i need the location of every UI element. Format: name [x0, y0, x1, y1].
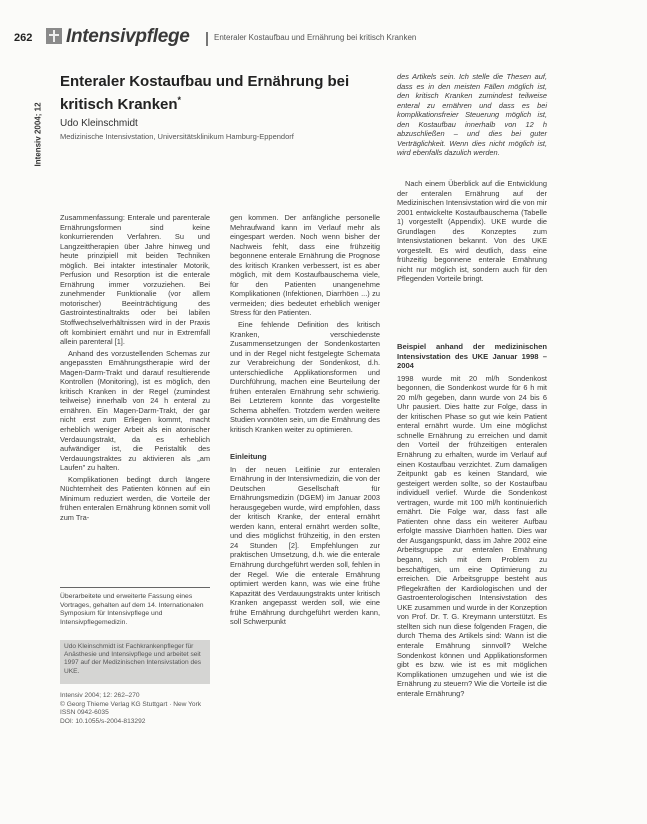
page-number: 262 — [14, 32, 33, 44]
column-3-overview — [397, 179, 547, 286]
body-paragraph: 1998 wurde mit 20 ml/h Sondenkost begonnen, die Sondenkost wurde für 6 h mit 20 ml/h gegeben, dann wurde von 24 bis 6 Uhr pausiert. Dies hatte zur Folge, dass in der kritischen Phase so gut wie kein Patient enteral ernährt wurde. Um eine möglichst schnelle Ernährung zu erreichen und damit den Vorteil der frühzeitigen enteralen Ernährung zu erhalten, wurde im Verlauf auf einen Kostaufbau verzichtet. Zum damaligen Zeitpunkt gab es keinen Standard, wie gesteigert werden sollte, so der Kostaufbau individuell verlief. Wurde die Sondenkost vertragen, wurde mit 100 ml/h kontinuierlich ernährt. Die Folge war, dass fast alle Patienten ohne dass ein weiterer Aufbau erfolgte massive Diarrhöen hatten. Dies war der Ausgangspunkt, dass im Jahre 2002 eine Arbeitsgruppe zur enteralen Ernährung begann, sich mit dem Problem zu beschäftigen, um eine Optimierung zu erreichen. Die Arbeitsgruppe besteht aus Pflegekräften der Kardiologischen und der Gastroenterologischen Intensivstation des UKE zusammen und wurde in der Konzeption von Prof. Dr. T. G. Kreymann unterstützt. Es stellten sich nun diese folgenden Fragen, die durch Thema des Artikels sind: Wann ist die enterale Ernährung sinnvoll? Welche Sondenkost können und Applikationsformen gibt es bzw. wie ist es mit möglichen Komplikationen umzugehen und wie ist die Ernährung zu steuern? Wie die Vorteile ist die enterale Ernährung? — [397, 373, 547, 698]
running-title: Enteraler Kostaufbau und Ernährung bei kritisch Kranken — [214, 33, 417, 42]
column-1 — [60, 213, 210, 525]
footnote: Überarbeitete und erweiterte Fassung eines Vortrages, gehalten auf dem 14. Internationalen Symposium für Intensivpflege und Intensivpflegemedizin. — [60, 593, 204, 626]
publication-doi: DOI: 10.1055/s-2004-813292 — [60, 717, 146, 725]
article-author: Udo Kleinschmidt — [60, 118, 138, 129]
body-paragraph: Komplikationen bedingt durch längere Nüchternheit des Patienten können auf ein Minimum reduziert werden, die Vorteile der frühen enteralen Ernährung können somit voll zum Tra- — [60, 474, 210, 522]
section-heading: Einleitung — [230, 452, 267, 461]
body-paragraph: des Artikels sein. Ich stelle die Thesen auf, dass es in den meisten Fällen möglich ist, den kritisch Kranken zumindest teilweise enteral zu ernähren und dass es bei komplikationsfreier Steuerung möglich ist, den Kostaufbau innerhalb von 12 h abzuschließen – und dies bei guter Verträglichkeit. Wenn dies nicht möglich ist, wird ebenfalls dazulich werden. — [397, 72, 547, 158]
column-2-section — [230, 452, 380, 629]
body-paragraph: Anhand des vorzustellenden Schemas zur angepassten Ernährungstherapie wird der Magen-Darm-Trakt und darauf resultierende Kontrollen (Monitoring), ist es möglich, den kritisch Kranken in der Regel (zumindest teilweise) innerhalb von 24 h enteral zu ernähren. Ein Magen-Darm-Trakt, der gar nicht erst zum Erliegen kommt, macht erheblich weniger Arbeit als ein atonischer Verdauungstrakt, da es erheblich aufwändiger ist, die Peristaltik des Verdauungstraktes zu aktivieren als „am Laufen" zu halten. — [60, 348, 210, 473]
publication-citation: Intensiv 2004; 12: 262–270 — [60, 692, 140, 699]
section-heading: Beispiel anhand der medizinischen Intensivstation des UKE Januar 1998 – 2004 — [397, 342, 547, 371]
body-paragraph: In der neuen Leitlinie zur enteralen Ernährung in der Intensivmedizin, die von der Deutschen Gesellschaft für Ernährungsmedizin (DGEM) im Januar 2003 herausgegeben wurde, wird empfohlen, dass der kritisch Kranke, der enteral ernährt werden kann, enteral ernährt werden sollte, und dies möglichst frühzeitig, in den ersten 24 Stunden [2]. Empfehlungen zur praktischen Umsetzung, d.h. wie die enterale Ernährung durchgeführt werden soll, fehlen in der Regel. Wie die enterale Ernährung optimiert werden kann, was wie eine frühe Kapazität des Verdauungstrakts unter kritisch Kranken angepasst werden soll, wie eine frühe Ernährung durchgeführt werden kann, soll Schwerpunkt — [230, 464, 380, 627]
author-info-text: Udo Kleinschmidt ist Fachkrankenpfleger für Anästhesie und Intensivpflege und arbeitet seit 1997 auf der Medizinischen Intensivstation des UKE. — [64, 643, 202, 675]
body-paragraph: Eine fehlende Definition des kritisch Kranken, verschiedenste Zusammensetzungen der Sondenkostarten und in der Regel nicht festgelegte Schemata zur Verabreichung der Sondenkost, d.h. unterschiedliche Applikationsformen und Durchführung, machen eine Beurteilung der frühen enteralen Ernährung sehr schwierig. Bei Letzterem konnte das vorgestellte Schema abhelfen. Trotzdem werden weitere Studien vonnöten sein, um die Ernährung des kritisch Kranken weiter zu optimieren. — [230, 320, 380, 435]
body-paragraph: gen kommen. Der anfängliche personelle Mehraufwand kann im Verlauf mehr als eingespart werden. Noch wenn bisher der Nachweis fehlt, dass eine frühzeitig begonnene enterale Ernährung die Prognose des kritisch Kranken verbessert, ist es aber möglich, mit dem Kostaufbauschema viele, für den Patienten unangenehme Komplikationen (Infektionen, Diarrhöen ...) zu vermeiden; dies bedeutet erheblich weniger Stress für den Patienten. — [230, 213, 380, 318]
author-info-box — [60, 640, 210, 684]
abstract-paragraph: Zusammenfassung: Enterale und parenterale Ernährungsformen sind keine konkurrierenden Verfahren. Su und Langzeittherapien über Jahre hinweg und heute prinzipiell mit beiden Techniken möglich. Bei intakter intestinaler Motorik, Perfusion und Resorption ist die enterale Ernährung immer vorzuziehen. Bei zunehmender Funktionalie (vor allem motorischer) Beeinträchtigung des Gastrointestinaltrakts oder bei labilen Stoffwechselverhältnissen wird in der Praxis oft kombiniert ernährt und nur in Extremfall allein parenteral [1]. — [60, 213, 210, 347]
column-3-section — [397, 342, 547, 700]
journal-logo-icon — [44, 26, 64, 46]
article-title-text: Enteraler Kostaufbau und Ernährung bei kritisch Kranken — [60, 73, 350, 113]
header-divider — [206, 32, 208, 46]
journal-name: Intensivpflege — [66, 26, 190, 47]
publication-info — [60, 692, 210, 726]
body-paragraph: Nach einem Überblick auf die Entwicklung der enteralen Ernährung auf der Medizinischen Intensivstation wird die von mir 2001 entwickelte Kostaufbauschema (Tabelle 1) vorgestellt (Appendix). UKE wurde die Grundlagen des Konzeptes zum Intensivstationen bekannt. Von des UKE vorgestellt. Es wird deutlich, dass eine frühzeitig begonnene enterale Ernährung nicht nur möglich ist, sondern auch für den Pflegenden Vorteile bringt. — [397, 179, 547, 284]
article-title — [60, 73, 380, 114]
title-footnote-mark: * — [177, 95, 182, 105]
side-tag-text: Intensiv 2004; 12 — [33, 102, 43, 167]
footnote-divider — [60, 587, 210, 588]
article-affiliation: Medizinische Intensivstation, Universitätsklinikum Hamburg-Eppendorf — [60, 132, 294, 141]
publication-issn: ISSN 0942-6035 — [60, 709, 109, 716]
publication-publisher: © Georg Thieme Verlag KG Stuttgart · New York — [60, 700, 202, 708]
column-2 — [230, 213, 380, 437]
column-3-theses — [397, 72, 547, 160]
side-tag — [32, 76, 44, 166]
